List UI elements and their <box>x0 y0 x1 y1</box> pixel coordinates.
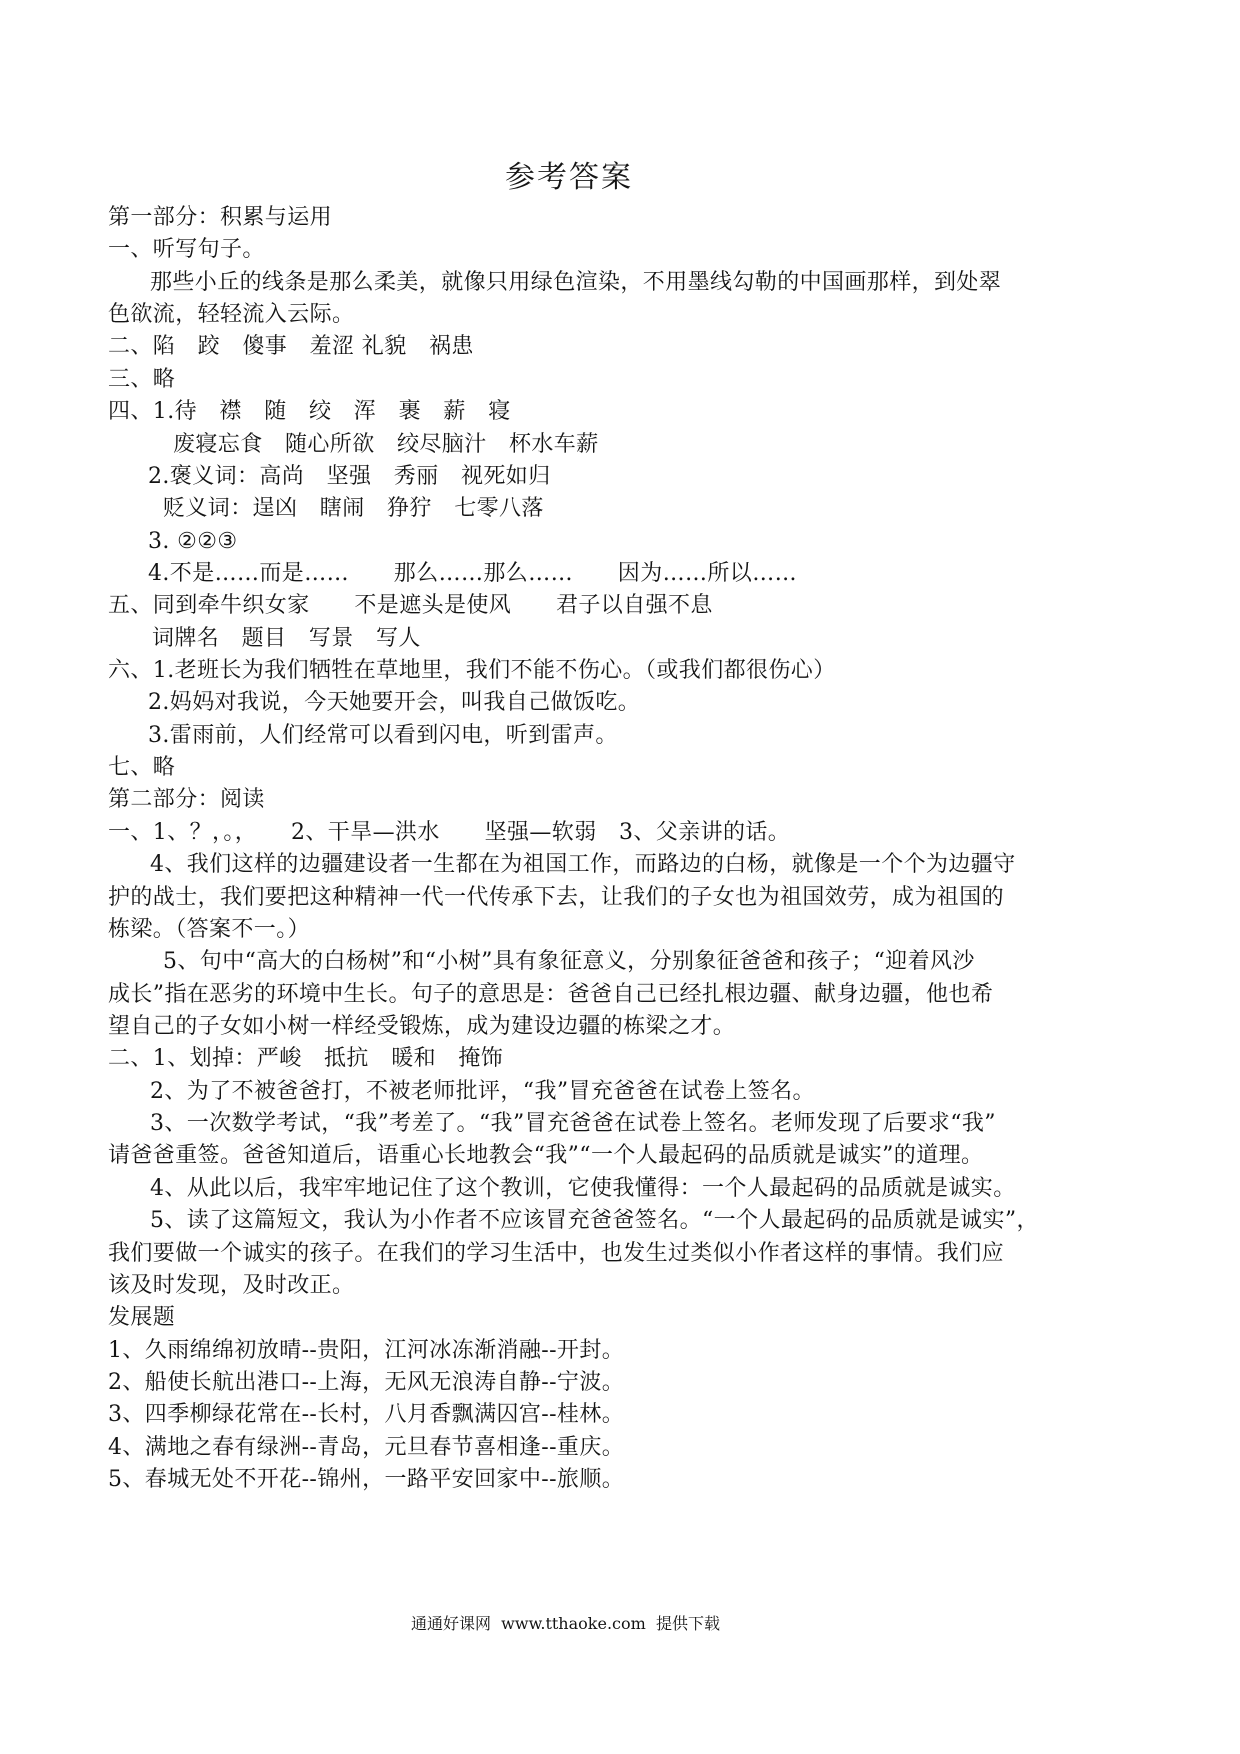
answer-line: 二、陷 跤 傻事 羞涩 礼貌 祸患 <box>108 334 474 360</box>
answer-line: 五、同到牵牛织女家 不是遮头是使风 君子以自强不息 <box>108 593 713 619</box>
answer-line: 贬义词：逞凶 瞎闹 狰狞 七零八落 <box>163 496 544 522</box>
answer-content <box>0 202 1240 1496</box>
answer-line: 2.妈妈对我说，今天她要开会，叫我自己做饭吃。 <box>148 690 641 716</box>
section-heading-part1: 第一部分：积累与运用 <box>108 205 333 230</box>
answer-line: 栋梁。（答案不一。） <box>108 916 311 942</box>
answer-line: 4、我们这样的边疆建设者一生都在为祖国工作，而路边的白杨，就像是一个个为边疆守 <box>150 852 1016 878</box>
answer-line: 2、船使长航出港口--上海，无风无浪涛自静--宁波。 <box>108 1369 625 1395</box>
footer-text: 通通好课网 www.tthaoke.com 提供下载 <box>411 1614 720 1633</box>
answer-line: 该及时发现，及时改正。 <box>108 1272 355 1298</box>
answer-line: 三、略 <box>108 366 176 392</box>
page-title: 参考答案 <box>505 160 633 195</box>
answer-line: 护的战士，我们要把这种精神一代一代传承下去，让我们的子女也为祖国效劳，成为祖国的 <box>108 884 1005 910</box>
answer-line: 4.不是……而是…… 那么……那么…… 因为……所以…… <box>148 560 797 586</box>
section-heading-development: 发展题 <box>108 1305 176 1331</box>
answer-line: 请爸爸重签。爸爸知道后，语重心长地教会“我”“一个人最起码的品质就是诚实”的道理。 <box>108 1143 984 1169</box>
answer-line: 5、读了这篇短文，我认为小作者不应该冒充爸爸签名。“一个人最起码的品质就是诚实”， <box>150 1208 1039 1234</box>
answer-line: 七、略 <box>108 755 176 781</box>
answer-line: 4、满地之春有绿洲--青岛，元旦春节喜相逢--重庆。 <box>108 1434 625 1460</box>
answer-line: 3. ②②③ <box>148 528 238 554</box>
section-heading-part2: 第二部分：阅读 <box>108 787 265 813</box>
answer-line: 我们要做一个诚实的孩子。在我们的学习生活中，也发生过类似小作者这样的事情。我们应 <box>108 1240 1005 1266</box>
answer-line: 1、久雨绵绵初放晴--贵阳，江河冰冻渐消融--开封。 <box>108 1337 625 1363</box>
answer-line: 3.雷雨前，人们经常可以看到闪电，听到雷声。 <box>148 722 618 748</box>
answer-line: 六、1.老班长为我们牺牲在草地里，我们不能不伤心。（或我们都很伤心） <box>108 658 836 684</box>
answer-line: 成长”指在恶劣的环境中生长。句子的意思是：爸爸自己已经扎根边疆、献身边疆，他也希 <box>108 981 994 1007</box>
answer-line: 望自己的子女如小树一样经受锻炼，成为建设边疆的栋梁之才。 <box>108 1013 736 1039</box>
answer-line: 3、四季柳绿花常在--长村，八月香飘满囚宫--桂林。 <box>108 1402 625 1428</box>
answer-line: 3、一次数学考试，“我”考差了。“我”冒充爸爸在试卷上签名。老师发现了后要求“我” <box>150 1111 996 1137</box>
answer-line: 一、听写句子。 <box>108 237 265 263</box>
answer-line: 那些小丘的线条是那么柔美，就像只用绿色渲染，不用墨线勾勒的中国画那样，到处翠 <box>150 269 1002 295</box>
answer-line: 二、1、划掉：严峻 抵抗 暖和 掩饰 <box>108 1046 504 1072</box>
answer-line: 2.褒义词：高尚 坚强 秀丽 视死如归 <box>148 463 551 489</box>
answer-line: 2、为了不被爸爸打，不被老师批评，“我”冒充爸爸在试卷上签名。 <box>150 1078 815 1104</box>
answer-line: 色欲流，轻轻流入云际。 <box>108 302 355 328</box>
answer-line: 一、1、？，。， 2、干旱—洪水 坚强—软弱 3、父亲讲的话。 <box>108 819 791 845</box>
answer-line: 5、句中“高大的白杨树”和“小树”具有象征意义，分别象征爸爸和孩子；“迎着风沙 <box>163 949 975 975</box>
answer-line: 四、1.待 襟 随 绞 浑 裹 薪 寝 <box>108 399 511 425</box>
answer-line: 5、春城无处不开花--锦州，一路平安回家中--旅顺。 <box>108 1467 625 1493</box>
answer-line: 废寝忘食 随心所欲 绞尽脑汁 杯水车薪 <box>173 431 599 457</box>
answer-line: 4、从此以后，我牢牢地记住了这个教训，它使我懂得：一个人最起码的品质就是诚实。 <box>150 1175 1016 1201</box>
answer-line: 词牌名 题目 写景 写人 <box>152 625 421 651</box>
